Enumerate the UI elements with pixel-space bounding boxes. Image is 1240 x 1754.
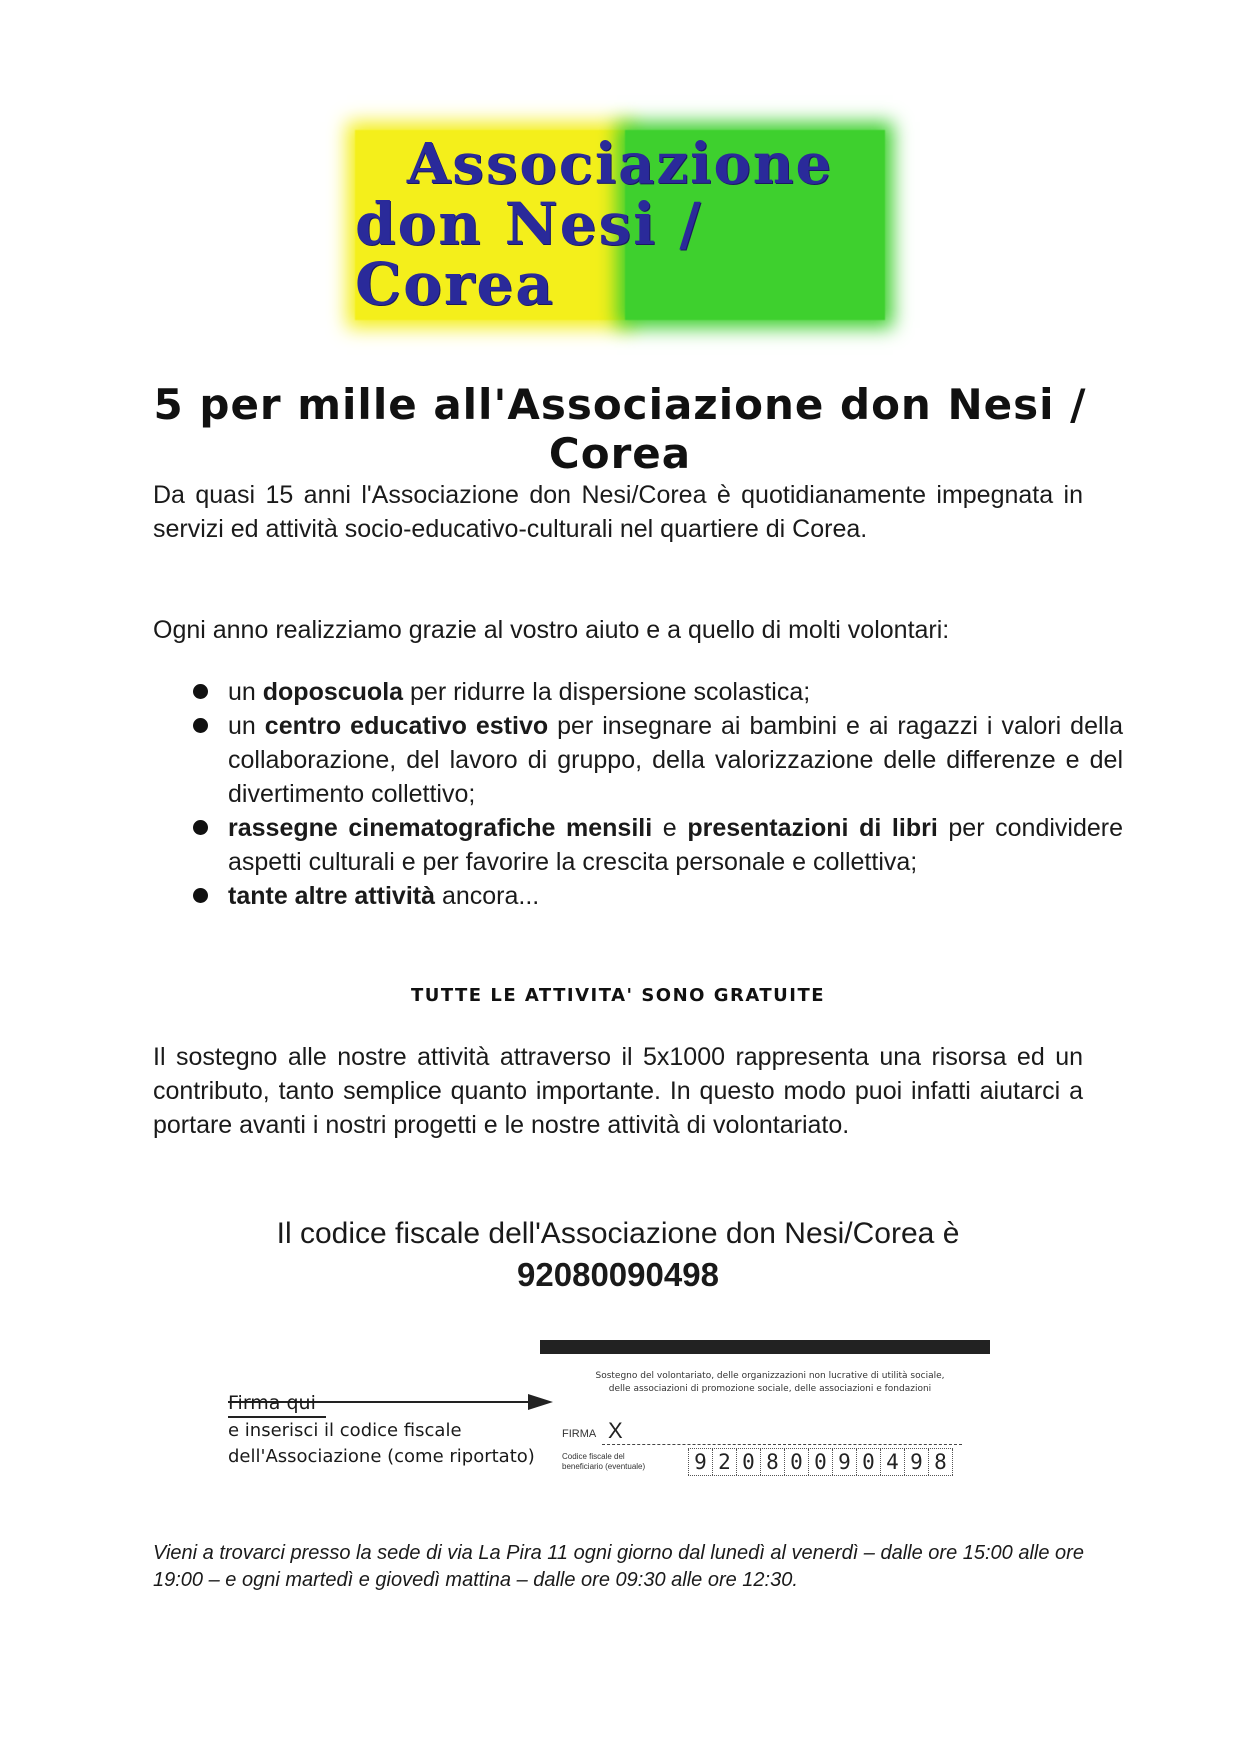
signature-hint-line3: dell'Associazione (come riportato) [228, 1446, 535, 1467]
intro-paragraph: Da quasi 15 anni l'Associazione don Nesi/Corea è quotidianamente impegnata in servizi ed attività socio-educativo-culturali nel quartiere di Corea. [153, 481, 1083, 543]
tax-form-excerpt [540, 1340, 990, 1490]
page-title: 5 per mille all'Associazione don Nesi / Corea [153, 380, 1087, 478]
digit-box: 9 [833, 1449, 857, 1475]
digit-box: 0 [809, 1449, 833, 1475]
logo-text-line2: don Nesi / Corea [355, 189, 703, 319]
bold-text: centro educativo estivo [264, 712, 549, 740]
digit-box: 0 [737, 1449, 761, 1475]
digit-box: 8 [761, 1449, 785, 1475]
digit-box: 0 [857, 1449, 881, 1475]
signature-hint [228, 1390, 535, 1470]
list-item: un centro educativo estivo per insegnare ai bambini e ai ragazzi i valori della collaborazione, del lavoro di gruppo, della valorizzazione delle differenze e del divertimento collettivo; [153, 709, 1123, 811]
bold-text: rassegne cinematografiche mensili [228, 814, 653, 842]
signature-hint-line2: e inserisci il codice fiscale [228, 1420, 462, 1441]
bold-text: tante altre attività [228, 882, 436, 910]
bullet-icon [193, 684, 208, 699]
support-paragraph: Il sostegno alle nostre attività attraverso il 5x1000 rappresenta una risorsa ed un contributo, tanto semplice quanto importante. In questo modo puoi infatti aiutarci a portare avanti i nostri progetti e le nostre attività di volontariato. [153, 1043, 1083, 1139]
digit-box: 8 [929, 1449, 953, 1475]
digit-box: 9 [688, 1449, 713, 1475]
bullet-icon [193, 820, 208, 835]
tax-code-number: 92080090498 [517, 1256, 719, 1293]
logo-text-line1: Associazione [406, 130, 834, 197]
bold-text: doposcuola [262, 678, 404, 706]
form-signature-mark: X [608, 1418, 623, 1443]
association-logo [355, 130, 885, 320]
list-item: un doposcuola per ridurre la dispersione scolastica; [153, 675, 1123, 709]
form-tax-code-boxes [688, 1448, 953, 1476]
bullet-icon [193, 718, 208, 733]
digit-box: 0 [785, 1449, 809, 1475]
digit-box: 4 [881, 1449, 905, 1475]
signature-hint-line1: Firma qui [228, 1390, 535, 1418]
form-signature-line [602, 1444, 962, 1445]
free-activities-banner: TUTTE LE ATTIVITA' SONO GRATUITE [410, 985, 826, 1006]
activities-list [153, 675, 1123, 913]
tax-code-label: Il codice fiscale dell'Associazione don Nesi/Corea è [276, 1217, 960, 1250]
bold-text: presentazioni di libri [687, 814, 938, 842]
form-caption: Sostegno del volontariato, delle organizzazioni non lucrative di utilità sociale, delle associazioni di promozione sociale, delle associazioni e fondazioni [595, 1371, 945, 1394]
form-tax-code-label: Codice fiscale del beneficiario (eventuale) [562, 1452, 646, 1471]
list-item: rassegne cinematografiche mensili e presentazioni di libri per condividere aspetti culturali e per favorire la crescita personale e collettiva; [153, 811, 1123, 879]
digit-box: 2 [713, 1449, 737, 1475]
list-item: tante altre attività ancora... [153, 879, 1123, 913]
footer-visit-info: Vieni a trovarci presso la sede di via La Pira 11 ogni giorno dal lunedì al venerdì – dalle ore 15:00 alle ore 19:00 – e ogni martedì e giovedì mattina – dalle ore 09:30 alle ore 12:30. [153, 1542, 1084, 1591]
every-year-paragraph: Ogni anno realizziamo grazie al vostro aiuto e a quello di molti volontari: [153, 616, 950, 644]
form-signature-label: FIRMA [562, 1428, 597, 1440]
form-header-bar [540, 1340, 990, 1354]
digit-box: 9 [905, 1449, 929, 1475]
bullet-icon [193, 888, 208, 903]
